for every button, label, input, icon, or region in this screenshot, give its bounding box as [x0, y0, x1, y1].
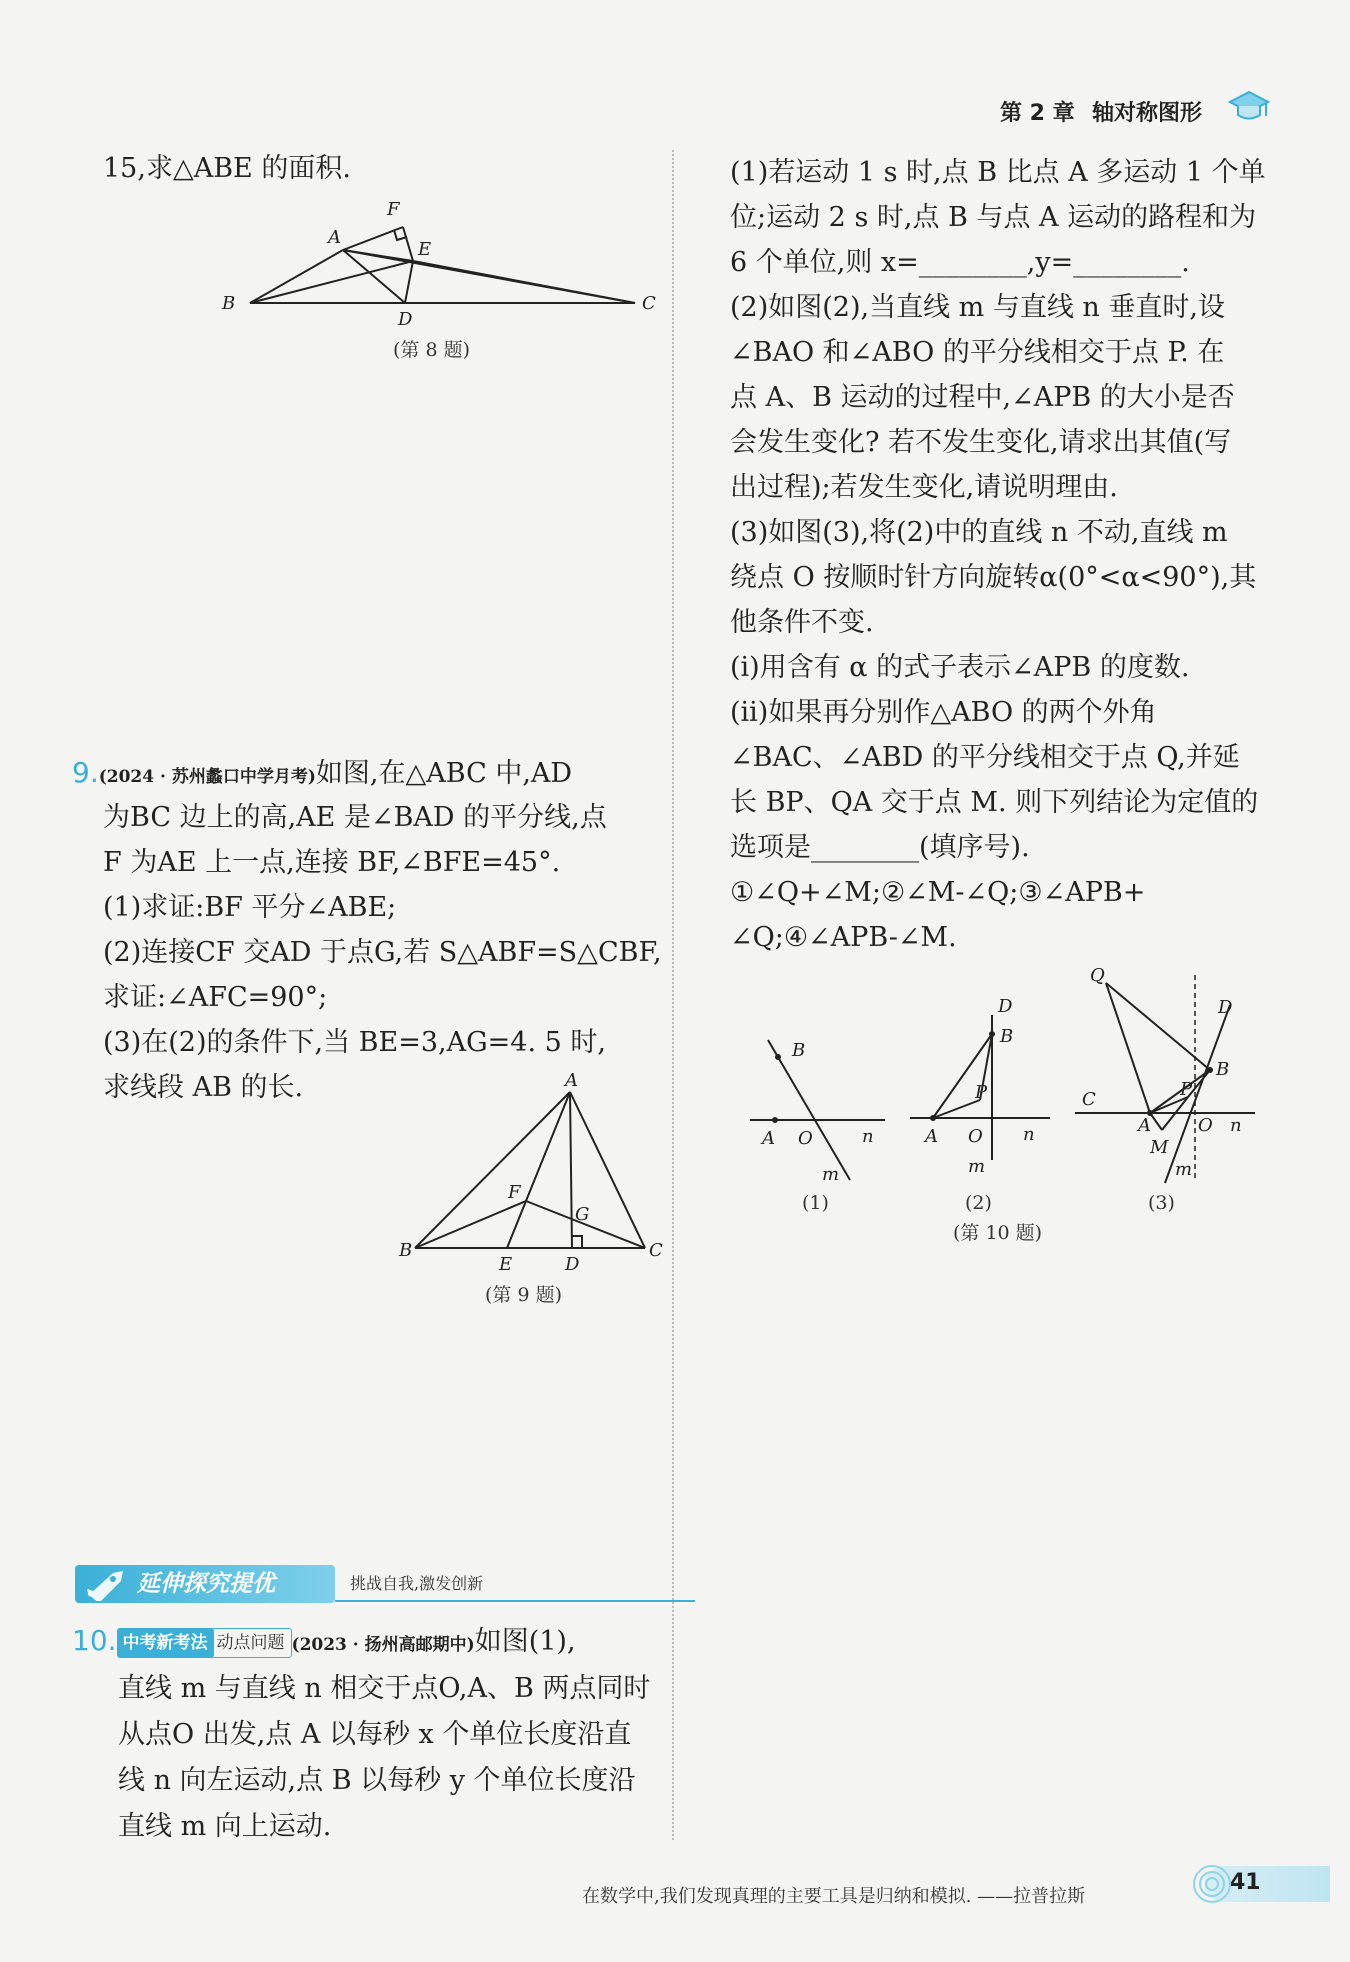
fig3-label-q: Q	[1090, 965, 1105, 986]
q10-right-line-12: (ⅰ)用含有 α 的式子表示∠APB 的度数.	[730, 652, 1190, 683]
q10-left-line-2: 从点O 出发,点 A 以每秒 x 个单位长度沿直	[118, 1719, 632, 1750]
chapter-number: 第 2 章	[1000, 101, 1075, 126]
q9-number: 9.	[72, 756, 99, 789]
q10-right-line-8: 出过程);若发生变化,请说明理由.	[730, 472, 1118, 503]
fig1-label-m: m	[822, 1164, 840, 1185]
tag-new-method: 中考新考法	[117, 1628, 214, 1658]
q10-figure-3	[1070, 965, 1260, 1190]
q9-label-c: C	[649, 1240, 663, 1261]
q10-left-line-4: 直线 m 向上运动.	[118, 1811, 332, 1842]
column-divider	[672, 150, 674, 1840]
q9-figure	[395, 1070, 670, 1280]
q10-right-line-7: 会发生变化? 若不发生变化,请求出其值(写	[730, 427, 1232, 458]
fig2-label-p: P	[975, 1082, 988, 1103]
q10-right-line-16: 选项是________(填序号).	[730, 832, 1030, 863]
q9-label-d: D	[565, 1254, 580, 1275]
q10-right-line-5: ∠BAO 和∠ABO 的平分线相交于点 P. 在	[730, 337, 1225, 368]
q10-right-line-11: 他条件不变.	[730, 607, 874, 638]
point-label-e: E	[418, 239, 432, 260]
fig2-label-m: m	[968, 1156, 986, 1177]
fig2-label-d: D	[998, 996, 1013, 1017]
q10-right-line-2: 位;运动 2 s 时,点 B 与点 A 运动的路程和为	[730, 202, 1257, 233]
fig3-label-m-line: m	[1175, 1159, 1193, 1180]
q10-fig2-caption: (2)	[965, 1192, 992, 1214]
q9-line-1	[72, 750, 572, 800]
fig2-label-n: n	[1023, 1124, 1035, 1145]
banner-subtitle: 挑战自我,激发创新	[350, 1574, 484, 1593]
q9-label-b: B	[399, 1240, 413, 1261]
fig3-label-p: P	[1180, 1079, 1193, 1100]
extension-banner	[75, 1565, 615, 1605]
fig3-label-b: B	[1216, 1059, 1230, 1080]
point-label-b: B	[222, 293, 236, 314]
q9-part-1: (1)求证:BF 平分∠ABE;	[103, 892, 397, 923]
point-label-a: A	[328, 227, 341, 248]
q9-text: 如图,在△ABC 中,AD	[315, 758, 573, 789]
fig3-label-d: D	[1218, 997, 1233, 1018]
q8-last-line: 15,求△ABE 的面积.	[103, 153, 351, 184]
q10-right-line-18: ∠Q;④∠APB-∠M.	[730, 922, 957, 953]
q10-right-line-14: ∠BAC、∠ABD 的平分线相交于点 Q,并延	[730, 742, 1240, 773]
q9-part-2: (2)连接CF 交AD 于点G,若 S△ABF=S△CBF,	[103, 937, 662, 968]
q9-part-2b: 求证:∠AFC=90°;	[103, 982, 328, 1013]
q9-caption: (第 9 题)	[485, 1284, 562, 1306]
fig3-label-o: O	[1198, 1115, 1213, 1136]
q9-label-a: A	[565, 1070, 578, 1091]
fig1-label-b: B	[792, 1040, 806, 1061]
q10-fig3-caption: (3)	[1148, 1192, 1175, 1214]
point-label-c: C	[642, 293, 656, 314]
spiral-icon	[1190, 1862, 1234, 1906]
rocket-icon	[83, 1567, 129, 1601]
q10-right-line-1: (1)若运动 1 s 时,点 B 比点 A 多运动 1 个单	[730, 157, 1266, 188]
fig3-label-n: n	[1230, 1115, 1242, 1136]
q10-right-line-13: (ⅱ)如果再分别作△ABO 的两个外角	[730, 697, 1157, 728]
q9-part-3: (3)在(2)的条件下,当 BE=3,AG=4. 5 时,	[103, 1027, 606, 1058]
chapter-title: 轴对称图形	[1092, 101, 1203, 126]
q9-source: (2024 · 苏州蠡口中学月考)	[98, 767, 316, 787]
page-number: 41	[1230, 1870, 1261, 1895]
graduation-cap-icon	[1228, 88, 1270, 124]
q10-caption: (第 10 题)	[953, 1222, 1043, 1244]
q10-left-line-1: 直线 m 与直线 n 相交于点O,A、B 两点同时	[118, 1673, 651, 1704]
q9-part-3b: 求线段 AB 的长.	[103, 1072, 304, 1103]
banner-title: 延伸探究提优	[75, 1565, 335, 1603]
fig3-label-c: C	[1082, 1089, 1096, 1110]
q10-right-line-15: 长 BP、QA 交于点 M. 则下列结论为定值的	[730, 787, 1259, 818]
q8-caption: (第 8 题)	[393, 339, 470, 361]
q10-right-line-17: ①∠Q+∠M;②∠M-∠Q;③∠APB+	[730, 877, 1146, 908]
q9-line-2: 为BC 边上的高,AE 是∠BAD 的平分线,点	[103, 802, 607, 833]
q9-label-f: F	[508, 1182, 521, 1203]
fig1-label-n: n	[862, 1126, 874, 1147]
footer-quote: 在数学中,我们发现真理的主要工具是归纳和模拟. ——拉普拉斯	[582, 1886, 1086, 1907]
q9-label-g: G	[575, 1204, 590, 1225]
q10-figure-2	[905, 990, 1055, 1190]
q10-right-line-4: (2)如图(2),当直线 m 与直线 n 垂直时,设	[730, 292, 1225, 323]
q10-source: (2023 · 扬州高邮期中)	[291, 1635, 475, 1655]
q10-right-line-10: 绕点 O 按顺时针方向旋转α(0°<α<90°),其	[730, 562, 1257, 593]
point-label-d: D	[398, 309, 413, 325]
fig2-label-o: O	[968, 1126, 983, 1147]
q10-left-line-3: 线 n 向左运动,点 B 以每秒 y 个单位长度沿	[118, 1765, 636, 1796]
fig2-label-a: A	[925, 1126, 938, 1147]
fig3-label-a: A	[1138, 1115, 1151, 1136]
q9-line-3: F 为AE 上一点,连接 BF,∠BFE=45°.	[103, 847, 561, 878]
fig2-label-b: B	[1000, 1026, 1014, 1047]
fig3-label-m-point: M	[1150, 1137, 1169, 1158]
fig1-label-o: O	[798, 1128, 813, 1149]
q10-heading	[72, 1618, 576, 1668]
q10-number: 10.	[72, 1624, 117, 1657]
q8-figure	[210, 195, 670, 325]
fig1-label-a: A	[762, 1128, 775, 1149]
q10-fig1-caption: (1)	[802, 1192, 829, 1214]
q10-right-line-6: 点 A、B 运动的过程中,∠APB 的大小是否	[730, 382, 1235, 413]
q10-lead: 如图(1),	[474, 1626, 576, 1657]
q10-figure-1	[740, 1000, 890, 1190]
q10-right-line-9: (3)如图(3),将(2)中的直线 n 不动,直线 m	[730, 517, 1228, 548]
tag-moving-point: 动点问题	[210, 1628, 292, 1658]
point-label-f: F	[387, 199, 400, 220]
q9-label-e: E	[499, 1254, 513, 1275]
q10-right-line-3: 6 个单位,则 x=________,y=________.	[730, 247, 1190, 278]
banner-underline	[335, 1600, 695, 1602]
